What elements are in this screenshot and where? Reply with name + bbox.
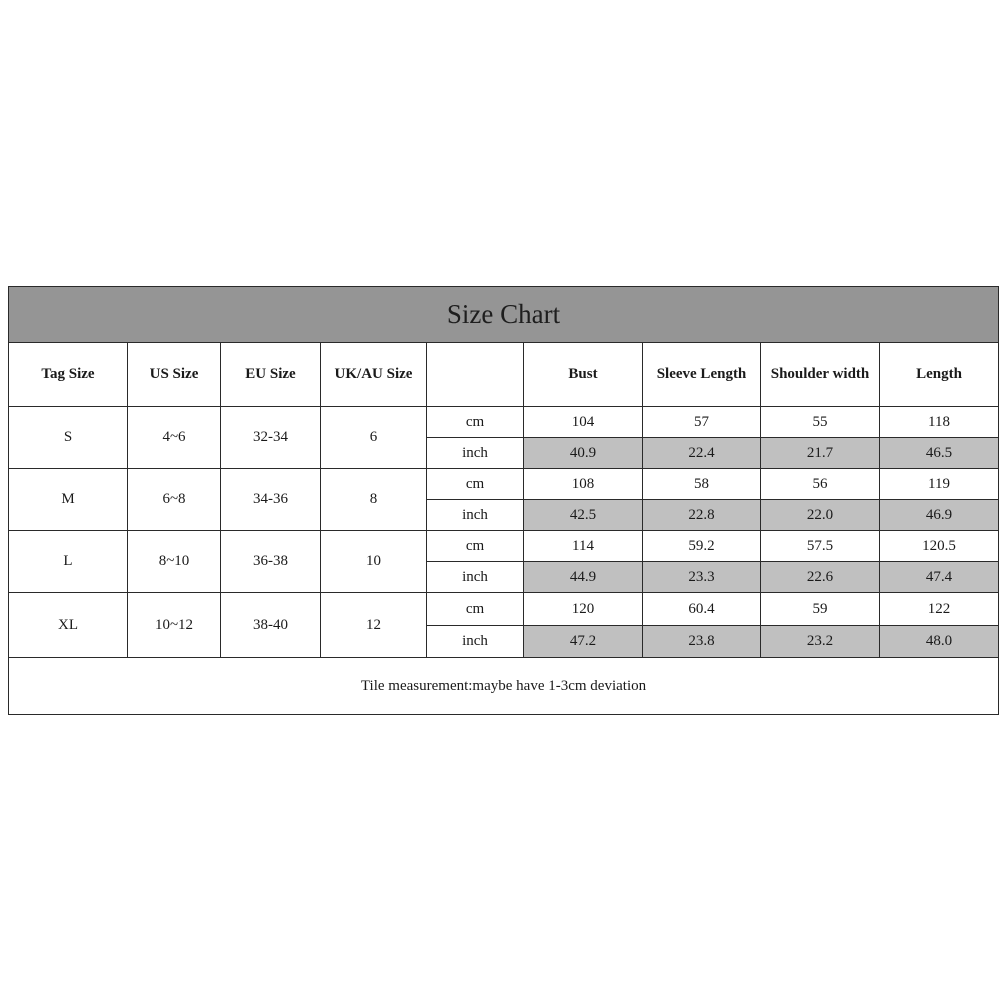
bust-cell: 114 [524, 531, 643, 562]
shoulder-cell: 22.6 [761, 562, 880, 593]
eu-size-cell: 34-36 [221, 469, 321, 531]
table-row-s-cm [9, 407, 999, 438]
sleeve-cell: 22.4 [643, 438, 761, 469]
shoulder-cell: 23.2 [761, 626, 880, 658]
sleeve-cell: 23.3 [643, 562, 761, 593]
size-chart-table [8, 286, 999, 715]
bust-cell: 108 [524, 469, 643, 500]
unit-cell: inch [427, 438, 524, 469]
bust-cell: 47.2 [524, 626, 643, 658]
tag-size-cell: XL [9, 593, 128, 658]
shoulder-cell: 21.7 [761, 438, 880, 469]
uk-size-cell: 8 [321, 469, 427, 531]
header-row [9, 343, 999, 407]
header-us-size: US Size [128, 343, 221, 407]
us-size-cell: 4~6 [128, 407, 221, 469]
header-eu-size: EU Size [221, 343, 321, 407]
length-cell: 118 [880, 407, 999, 438]
header-tag-size: Tag Size [9, 343, 128, 407]
length-cell: 119 [880, 469, 999, 500]
tag-size-cell: S [9, 407, 128, 469]
unit-cell: inch [427, 500, 524, 531]
sleeve-cell: 58 [643, 469, 761, 500]
uk-size-cell: 12 [321, 593, 427, 658]
sleeve-cell: 59.2 [643, 531, 761, 562]
shoulder-cell: 22.0 [761, 500, 880, 531]
unit-cell: cm [427, 593, 524, 626]
length-cell: 46.5 [880, 438, 999, 469]
uk-size-cell: 10 [321, 531, 427, 593]
shoulder-cell: 59 [761, 593, 880, 626]
eu-size-cell: 32-34 [221, 407, 321, 469]
unit-cell: cm [427, 531, 524, 562]
table-row-m-cm [9, 469, 999, 500]
uk-size-cell: 6 [321, 407, 427, 469]
length-cell: 46.9 [880, 500, 999, 531]
unit-cell: cm [427, 407, 524, 438]
table-row-xl-cm [9, 593, 999, 626]
sleeve-cell: 22.8 [643, 500, 761, 531]
table-row-l-cm [9, 531, 999, 562]
footer-row [9, 658, 999, 715]
sleeve-cell: 57 [643, 407, 761, 438]
eu-size-cell: 38-40 [221, 593, 321, 658]
bust-cell: 40.9 [524, 438, 643, 469]
bust-cell: 42.5 [524, 500, 643, 531]
eu-size-cell: 36-38 [221, 531, 321, 593]
sleeve-cell: 23.8 [643, 626, 761, 658]
us-size-cell: 6~8 [128, 469, 221, 531]
header-unit [427, 343, 524, 407]
bust-cell: 104 [524, 407, 643, 438]
title-row [9, 287, 999, 343]
length-cell: 47.4 [880, 562, 999, 593]
bust-cell: 44.9 [524, 562, 643, 593]
shoulder-cell: 56 [761, 469, 880, 500]
length-cell: 120.5 [880, 531, 999, 562]
header-sleeve-length: Sleeve Length [643, 343, 761, 407]
shoulder-cell: 57.5 [761, 531, 880, 562]
length-cell: 122 [880, 593, 999, 626]
us-size-cell: 8~10 [128, 531, 221, 593]
tag-size-cell: L [9, 531, 128, 593]
measurement-note: Tile measurement:maybe have 1-3cm deviation [9, 658, 999, 715]
header-length: Length [880, 343, 999, 407]
chart-title: Size Chart [9, 287, 999, 343]
bust-cell: 120 [524, 593, 643, 626]
tag-size-cell: M [9, 469, 128, 531]
header-shoulder-width: Shoulder width [761, 343, 880, 407]
sleeve-cell: 60.4 [643, 593, 761, 626]
us-size-cell: 10~12 [128, 593, 221, 658]
length-cell: 48.0 [880, 626, 999, 658]
header-uk-au-size: UK/AU Size [321, 343, 427, 407]
unit-cell: inch [427, 562, 524, 593]
header-bust: Bust [524, 343, 643, 407]
shoulder-cell: 55 [761, 407, 880, 438]
unit-cell: inch [427, 626, 524, 658]
unit-cell: cm [427, 469, 524, 500]
